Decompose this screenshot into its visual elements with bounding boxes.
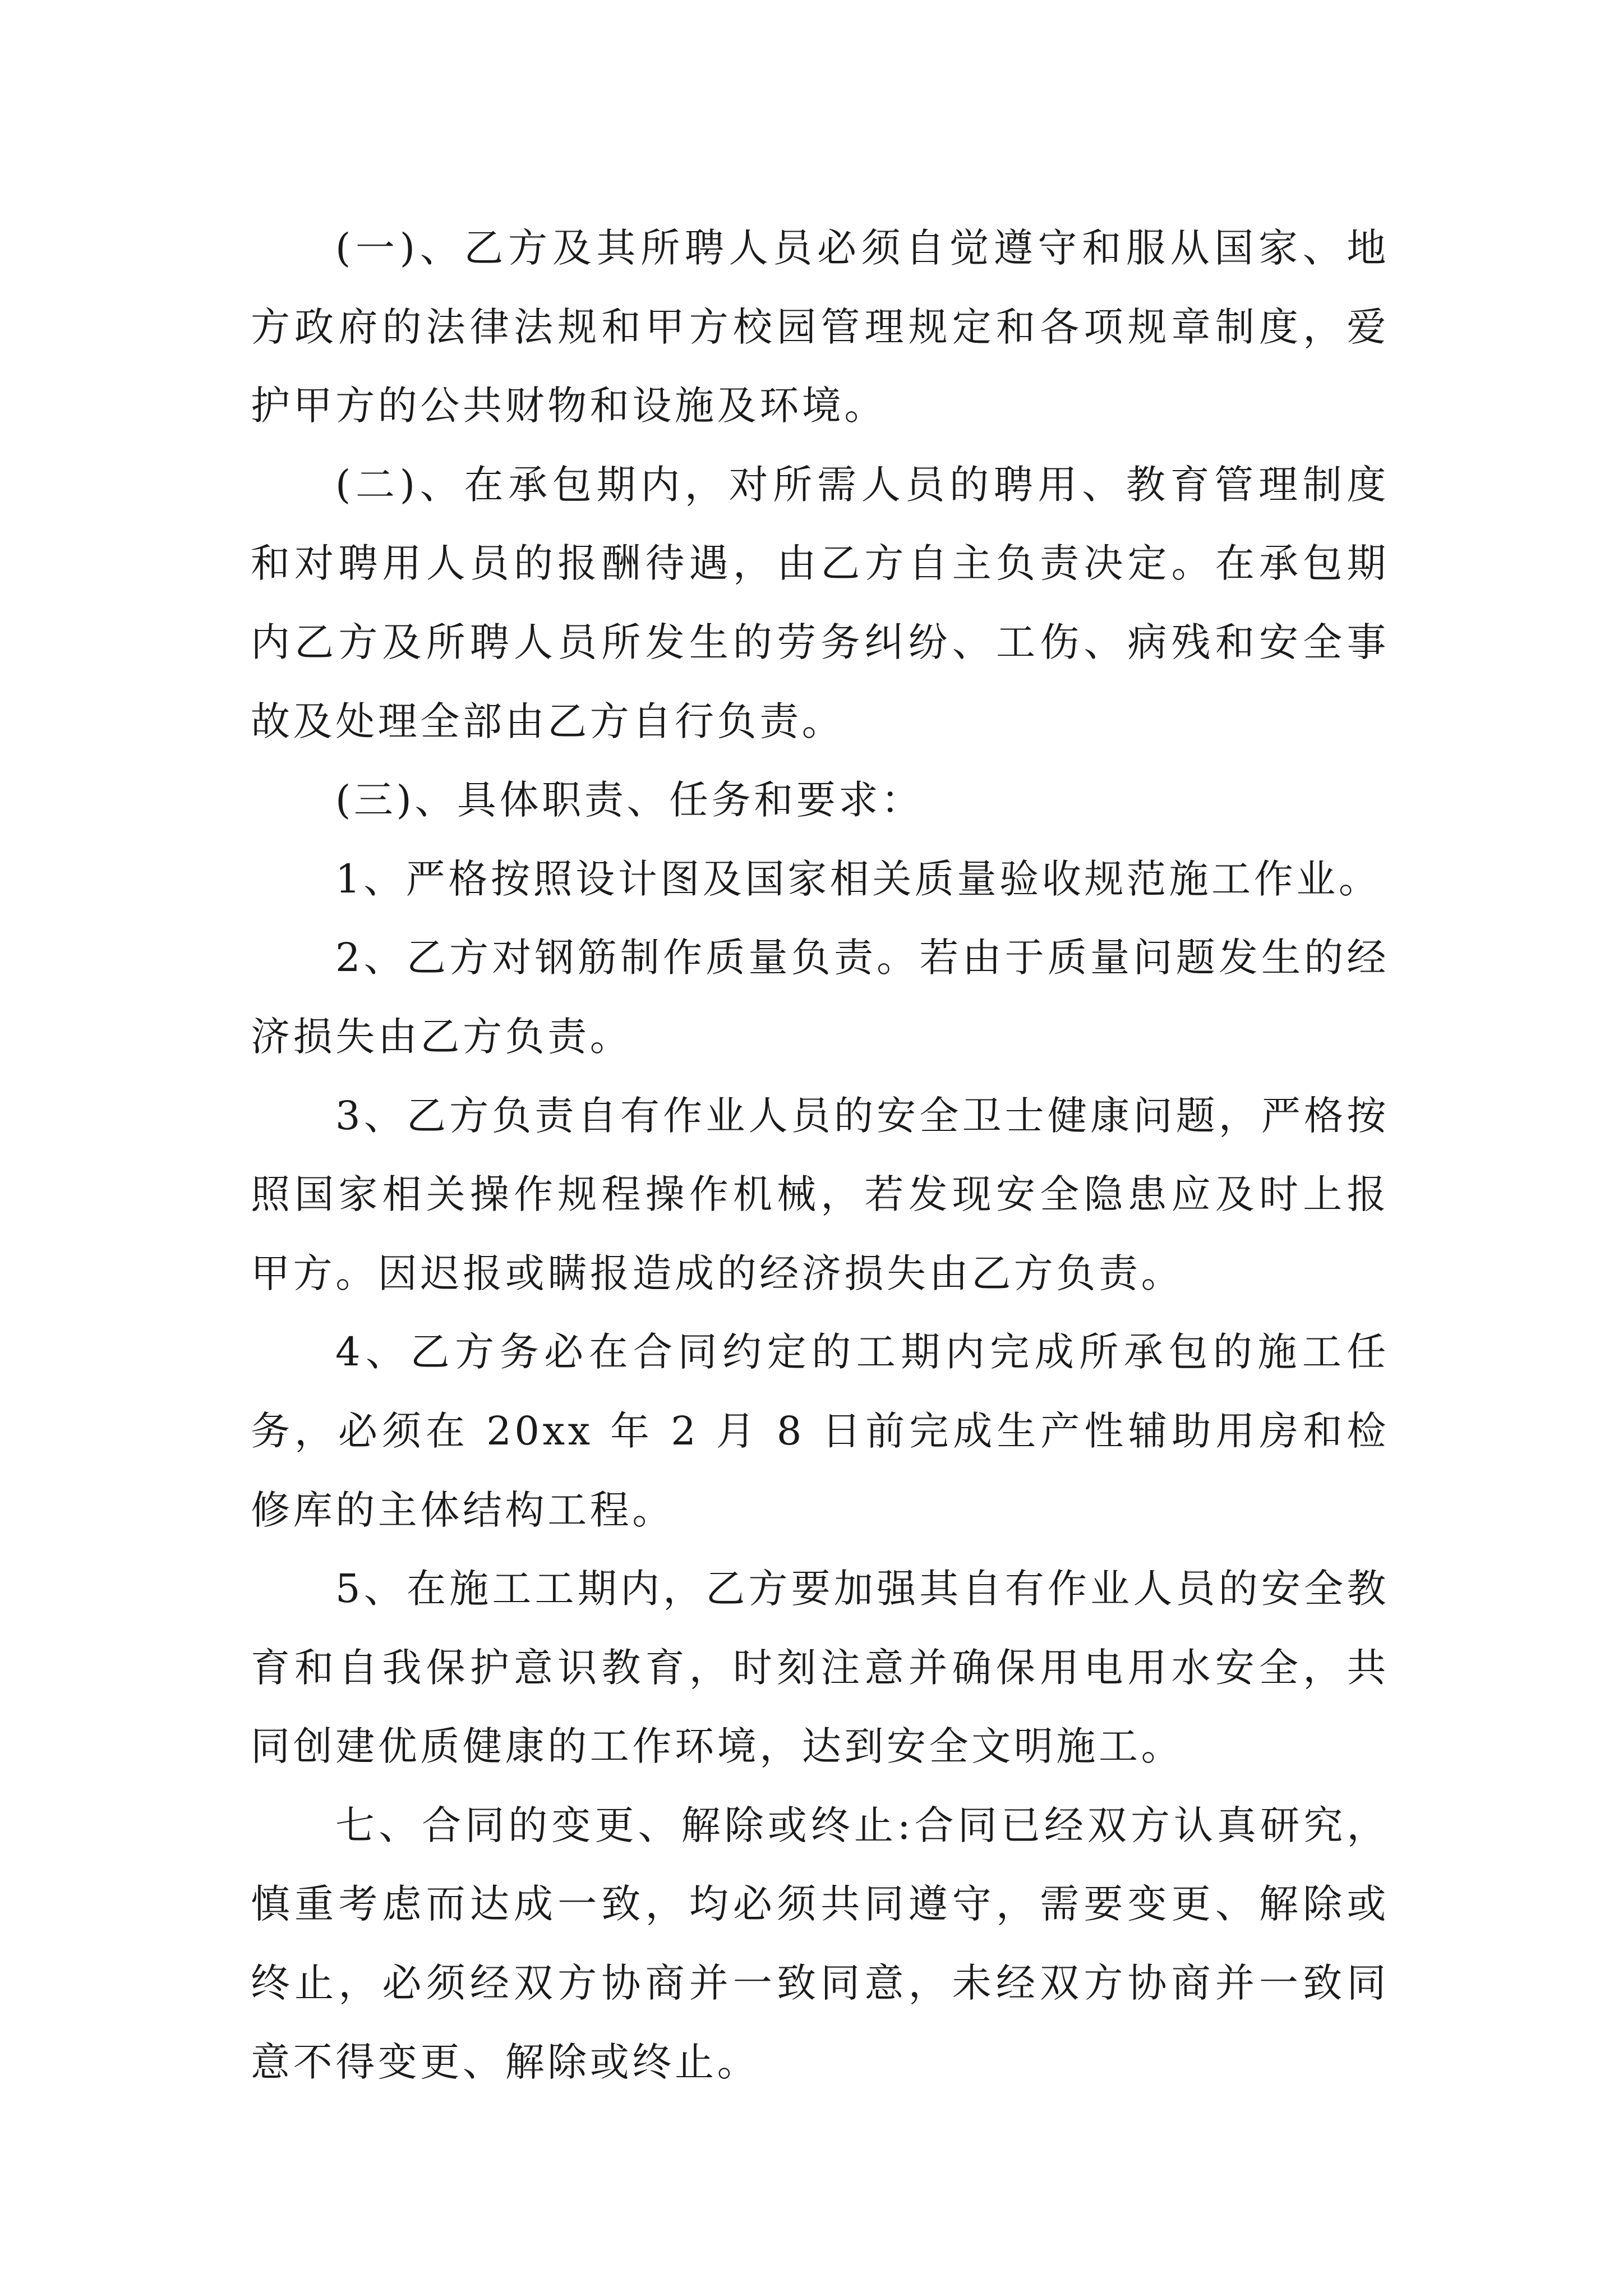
paragraph-clause-1: (一)、乙方及其所聘人员必须自觉遵守和服从国家、地方政府的法律法规和甲方校园管理规定和各项规章制度，爱护甲方的公共财物和设施及环境。 — [251, 225, 1389, 429]
paragraph-section-7: 七、合同的变更、解除或终止:合同已经双方认真研究，慎重考虑而达成一致，均必须共同遵守，需要变更、解除或终止，必须经双方协商并一致同意，未经双方协商并一致同意不得变更、解除或终止。 — [251, 1802, 1389, 2085]
paragraph-item-1: 1、严格按照设计图及国家相关质量验收规范施工作业。 — [335, 855, 1381, 902]
document-body — [251, 209, 1389, 2101]
paragraph-item-5: 5、在施工工期内，乙方要加强其自有作业人员的安全教育和自我保护意识教育，时刻注意并确保用电用水安全，共同创建优质健康的工作环境，达到安全文明施工。 — [251, 1566, 1389, 1770]
paragraph-item-3: 3、乙方负责自有作业人员的安全卫士健康问题，严格按照国家相关操作规程操作机械，若发现安全隐患应及时上报甲方。因迟报或瞒报造成的经济损失由乙方负责。 — [251, 1092, 1389, 1296]
paragraph-clause-3-heading: (三)、具体职责、任务和要求： — [335, 777, 924, 823]
paragraph-item-4: 4、乙方务必在合同约定的工期内完成所承包的施工任务，必须在 20xx 年 2 月 8 日前完成生产性辅助用房和检修库的主体结构工程。 — [251, 1329, 1389, 1533]
paragraph-clause-2: (二)、在承包期内，对所需人员的聘用、教育管理制度和对聘用人员的报酬待遇，由乙方自主负责决定。在承包期内乙方及所聘人员所发生的劳务纠纷、工伤、病残和安全事故及处理全部由乙方自行负责。 — [251, 461, 1389, 744]
paragraph-item-2: 2、乙方对钢筋制作质量负责。若由于质量问题发生的经济损失由乙方负责。 — [251, 935, 1389, 1060]
